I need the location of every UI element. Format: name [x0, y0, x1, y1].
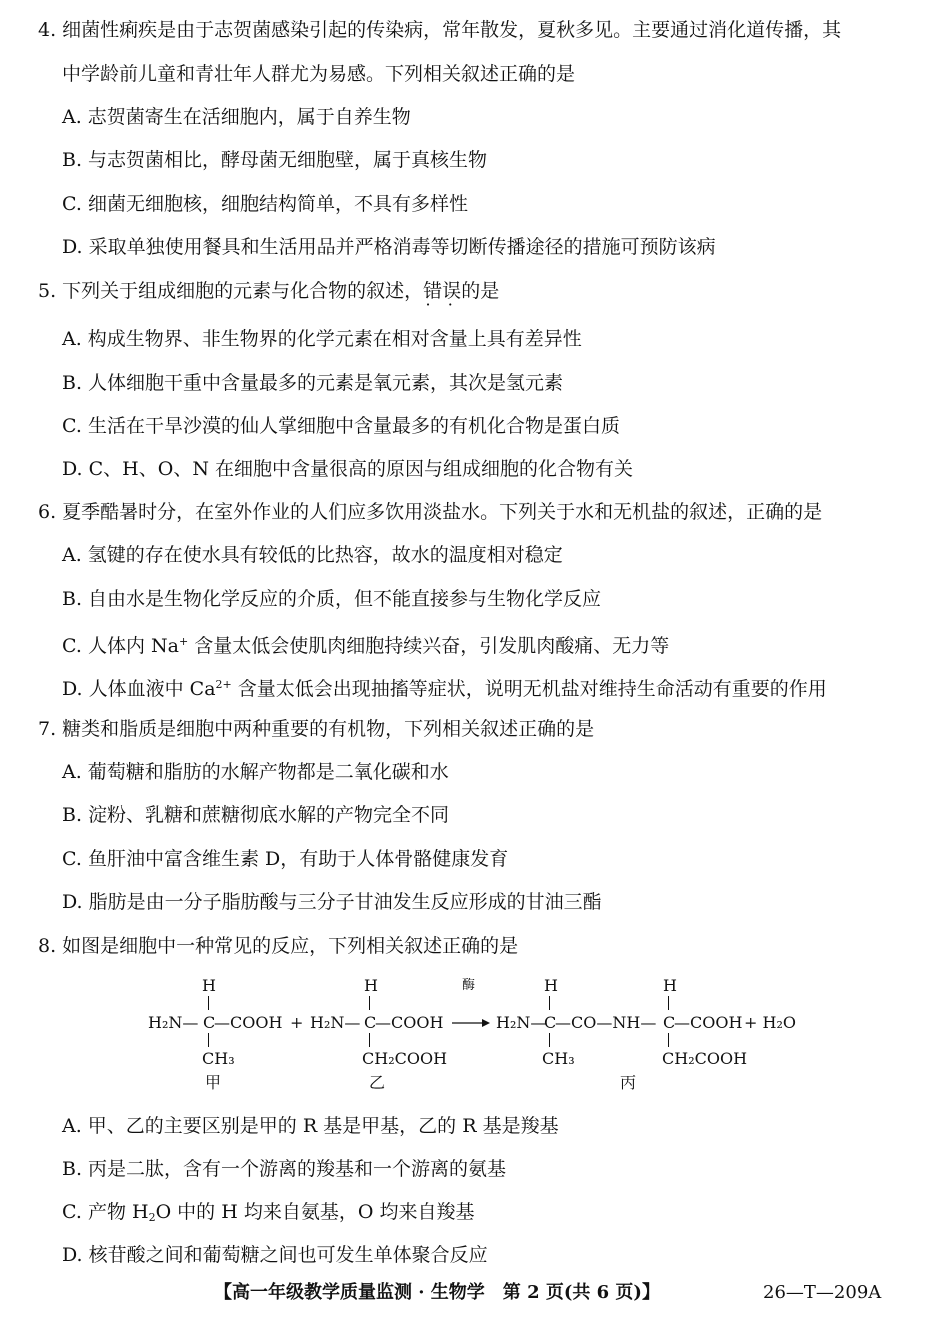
- bing-top-bond-1: [549, 996, 550, 1010]
- bing-bottom-bond-1: [549, 1033, 550, 1047]
- q6-d-post: 含量太低会出现抽搐等症状，说明无机盐对维持生命活动有重要的作用: [231, 678, 827, 700]
- jia-amino: H₂N—: [148, 1013, 199, 1032]
- q6-c-pre: C. 人体内 Na: [62, 635, 179, 657]
- q8-option-c: [62, 1198, 474, 1226]
- jia-carboxyl: —COOH: [214, 1013, 283, 1032]
- page-footer-code: 26—T—209A: [763, 1282, 882, 1303]
- q6-c-post: 含量太低会使肌肉细胞持续兴奋，引发肌肉酸痛、无力等: [188, 635, 670, 657]
- yi-carboxyl: —COOH: [375, 1013, 444, 1032]
- bing-bottom-bond-2: [668, 1033, 669, 1047]
- bing-top-bond-2: [668, 996, 669, 1010]
- q4-stem-line2: 中学龄前儿童和青壮年人群尤为易感。下列相关叙述正确的是: [62, 63, 576, 85]
- bing-top-h-2: H: [663, 976, 677, 995]
- yi-alpha-c: C: [364, 1013, 377, 1032]
- q8-c-pre: C. 产物 H: [62, 1201, 149, 1223]
- jia-alpha-c: C: [203, 1013, 216, 1032]
- q4-option-a: A. 志贺菌寄生在活细胞内，属于自养生物: [62, 106, 411, 128]
- q5-option-d: D. C、H、O、N 在细胞中含量很高的原因与组成细胞的化合物有关: [62, 458, 633, 480]
- q6-d-pre: D. 人体血液中 Ca: [62, 678, 216, 700]
- q7-option-a: A. 葡萄糖和脂肪的水解产物都是二氧化碳和水: [62, 761, 449, 783]
- q7-option-b: B. 淀粉、乳糖和蔗糖彻底水解的产物完全不同: [62, 804, 450, 826]
- jia-bottom-bond: [208, 1033, 209, 1047]
- q6-option-a: A. 氢键的存在使水具有较低的比热容，故水的温度相对稳定: [62, 544, 563, 566]
- jia-top-h: H: [202, 976, 216, 995]
- q5-stem: [38, 277, 499, 305]
- bing-carboxyl: —COOH: [674, 1013, 743, 1032]
- q8-c-post: O 中的 H 均来自氨基，O 均来自羧基: [155, 1201, 475, 1223]
- q7-option-c: C. 鱼肝油中富含维生素 D，有助于人体骨骼健康发育: [62, 848, 509, 870]
- q7-stem: 7. 糖类和脂质是细胞中两种重要的有机物，下列相关叙述正确的是: [38, 718, 595, 740]
- q6-option-d: [62, 671, 827, 699]
- label-jia: 甲: [205, 1073, 222, 1092]
- q4-option-b: B. 与志贺菌相比，酵母菌无细胞壁，属于真核生物: [62, 149, 488, 171]
- q8-option-a: A. 甲、乙的主要区别是甲的 R 基是甲基，乙的 R 基是羧基: [62, 1115, 559, 1137]
- q5-option-b: B. 人体细胞干重中含量最多的元素是氧元素，其次是氢元素: [62, 372, 564, 394]
- yi-r-group: CH₂COOH: [362, 1049, 448, 1068]
- q4-option-d: D. 采取单独使用餐具和生活用品并严格消毒等切断传播途径的措施可预防该病: [62, 236, 716, 258]
- jia-r-group: CH₃: [202, 1049, 235, 1068]
- q8-option-b: B. 丙是二肽，含有一个游离的羧基和一个游离的氨基: [62, 1158, 507, 1180]
- bing-top-h-1: H: [544, 976, 558, 995]
- water-product: + H₂O: [744, 1013, 796, 1032]
- reaction-arrow-icon: [452, 1017, 490, 1029]
- q7-option-d: D. 脂肪是由一分子脂肪酸与三分子甘油发生反应形成的甘油三酯: [62, 891, 602, 913]
- bing-peptide-bond: —CO—NH—: [555, 1013, 657, 1032]
- q5-option-a: A. 构成生物界、非生物界的化学元素在相对含量上具有差异性: [62, 328, 582, 350]
- q4-option-c: C. 细菌无细胞核，细胞结构简单，不具有多样性: [62, 193, 468, 215]
- bing-amino: H₂N—: [496, 1013, 547, 1032]
- q8-c-sub: 2: [148, 1211, 156, 1224]
- page-footer-title: 【高一年级教学质量监测 · 生物学 第 2 页(共 6 页)】: [214, 1282, 660, 1303]
- bing-alpha-c-2: C: [663, 1013, 676, 1032]
- bing-r-group-1: CH₃: [542, 1049, 575, 1068]
- yi-amino: H₂N—: [310, 1013, 361, 1032]
- jia-top-bond: [208, 996, 209, 1010]
- yi-top-bond: [369, 996, 370, 1010]
- q5-stem-post: 的是: [461, 280, 500, 302]
- enzyme-label: 酶: [462, 978, 476, 993]
- label-bing: 丙: [620, 1073, 637, 1092]
- yi-top-h: H: [364, 976, 378, 995]
- yi-bottom-bond: [369, 1033, 370, 1047]
- label-yi: 乙: [369, 1073, 386, 1092]
- q5-option-c: C. 生活在干旱沙漠的仙人掌细胞中含量最多的有机化合物是蛋白质: [62, 415, 620, 437]
- q8-option-d: D. 核苷酸之间和葡萄糖之间也可发生单体聚合反应: [62, 1244, 488, 1266]
- q5-stem-emphasis: 错误 · ·: [423, 277, 461, 305]
- q6-stem: 6. 夏季酷暑时分，在室外作业的人们应多饮用淡盐水。下列关于水和无机盐的叙述，正确的是: [38, 501, 823, 523]
- q5-stem-pre: 5. 下列关于组成细胞的元素与化合物的叙述，: [38, 280, 424, 302]
- q6-option-c: [62, 628, 669, 656]
- plus-sign-1: +: [290, 1013, 304, 1032]
- q6-d-sup: 2+: [215, 678, 232, 691]
- q6-option-b: B. 自由水是生物化学反应的介质，但不能直接参与生物化学反应: [62, 588, 602, 610]
- bing-r-group-2: CH₂COOH: [662, 1049, 748, 1068]
- q4-stem-line1: 4. 细菌性痢疾是由于志贺菌感染引起的传染病，常年散发，夏秋多见。主要通过消化道传播，其: [38, 19, 842, 41]
- bing-alpha-c-1: C: [544, 1013, 557, 1032]
- q6-c-sup: +: [178, 635, 189, 648]
- q8-stem: 8. 如图是细胞中一种常见的反应，下列相关叙述正确的是: [38, 935, 519, 957]
